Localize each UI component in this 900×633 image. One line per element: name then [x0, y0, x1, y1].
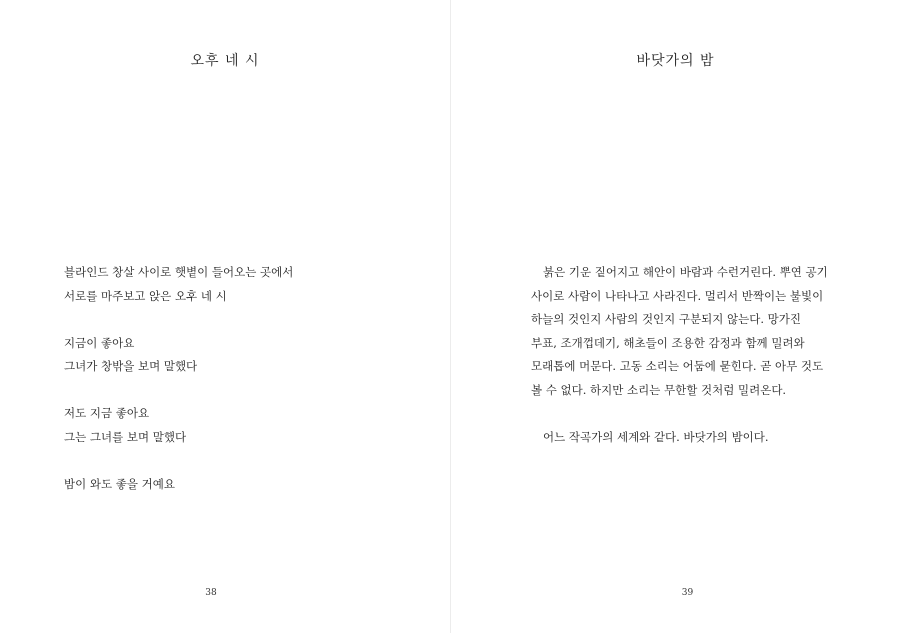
stanza-4 — [64, 473, 293, 497]
prose-line: 모래톱에 머문다. 고동 소리는 어둠에 묻힌다. 곧 아무 것도 — [531, 359, 824, 373]
essay-body — [531, 261, 851, 473]
page-number-right: 39 — [681, 588, 694, 598]
poem-line: 저도 지금 좋아요 — [64, 406, 150, 420]
poem-line: 블라인드 창살 사이로 햇볕이 들어오는 곳에서 — [64, 265, 294, 279]
prose-line: 사이로 사람이 나타나고 사라진다. 멀리서 반짝이는 불빛이 — [531, 288, 824, 303]
poem-title: 오후 네 시 — [190, 53, 260, 69]
essay-title: 바닷가의 밤 — [636, 53, 715, 69]
prose-line: 부표, 조개껍데기, 해초들이 조용한 감정과 함께 밀려와 — [531, 335, 805, 350]
page-number-left: 38 — [205, 588, 217, 598]
prose-line: 어느 작곡가의 세계와 같다. 바닷가의 밤이다. — [543, 429, 769, 444]
poem-line: 서로를 마주보고 앉은 오후 네 시 — [64, 288, 227, 303]
poem-line: 그는 그녀를 보며 말했다 — [64, 429, 187, 444]
paragraph-1 — [531, 261, 851, 402]
poem-body — [64, 261, 293, 520]
stanza-3 — [64, 402, 293, 449]
right-page — [451, 0, 900, 633]
prose-line: 볼 수 없다. 하지만 소리는 무한할 것처럼 밀려온다. — [531, 382, 787, 397]
poem-line: 지금이 좋아요 — [64, 335, 135, 350]
poem-line: 그녀가 창밖을 보며 말했다 — [64, 359, 198, 373]
stanza-2 — [64, 332, 293, 379]
prose-line: 하늘의 것인지 사람의 것인지 구분되지 않는다. 망가진 — [531, 312, 801, 326]
paragraph-2 — [531, 426, 851, 450]
poem-line: 밤이 와도 좋을 거예요 — [64, 476, 175, 491]
prose-line: 붉은 기운 짙어지고 해안이 바람과 수런거린다. 뿌연 공기 — [543, 265, 828, 279]
stanza-1 — [64, 261, 293, 308]
